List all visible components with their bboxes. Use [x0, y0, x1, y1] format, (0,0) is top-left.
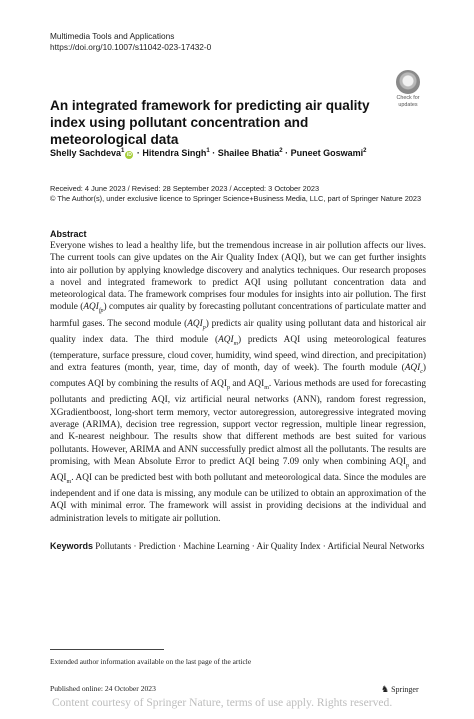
author-affiliation: 2 — [279, 148, 283, 154]
aqi-subscript: p — [226, 385, 230, 392]
author-affiliation: 2 — [363, 148, 367, 154]
check-for-updates-label-2: updates — [398, 102, 418, 108]
abstract-text: Everyone wishes to lead a healthy life, but the tremendous increase in air pollution affects our lives. The current tools can give updates on the Air Quality Index (AQI), but we can get further insights into air pollution by applying knowledge discovery and analytics techniques. Our research proposes a novel and integrated framework to predict AQI using pollutant concentration data and meteorological data. The framework comprises four modules for insights into air pollution. The first module ( — [50, 241, 426, 313]
abstract-text: . Various methods are used for forecasting pollutants and predicting AQI, viz artificial neural networks (ANN), random forest regression, XGradientboost, long-short term memory, vector autoregression, autoregressive integrated moving average (ARIMA), decision tree regression, support vector regression, multiple linear regression, and K-nearest neighbour. The results show that different methods are best suited for various pollutants. However, ARIMA and ANN successfully predict almost all the pollutants. The results are promising, with Mean Absolute Error to predict AQI being 7.09 only when combining AQI — [50, 379, 426, 467]
check-for-updates-icon — [396, 70, 420, 94]
check-for-updates-label-1: Check for — [396, 95, 420, 101]
author-list — [50, 148, 430, 159]
author-name[interactable]: Hitendra Singh — [142, 148, 207, 158]
keywords-heading: Keywords — [50, 541, 94, 551]
author-affiliation: 1 — [121, 148, 125, 154]
article-title: An integrated framework for predicting air quality index using pollutant concentration and meteorological data — [50, 98, 370, 147]
aqi-symbol: AQI — [404, 363, 421, 374]
check-for-updates-badge[interactable] — [393, 70, 423, 108]
aqi-subscript: c — [420, 368, 423, 375]
published-date: Published online: 24 October 2023 — [50, 684, 156, 693]
aqi-symbol: AQI — [83, 302, 99, 313]
abstract-text: ) computes AQI by combining the results of AQI — [50, 363, 426, 390]
copyright-notice: © The Author(s), under exclusive licence to Springer Science+Business Media, LLC, part of Springer Nature 2023 — [50, 194, 422, 203]
author-name[interactable]: Shailee Bhatia — [217, 148, 280, 158]
author-separator: · — [282, 148, 291, 158]
courtesy-watermark: Content courtesy of Springer Nature, terms of use apply. Rights reserved. — [52, 696, 393, 709]
footnote: Extended author information available on the last page of the article — [50, 657, 252, 666]
aqi-subscript: m — [66, 478, 72, 485]
aqi-symbol: AQI — [187, 318, 203, 329]
publisher-name: Springer — [391, 685, 419, 694]
abstract-text: . AQI can be predicted best with both pollutant and meteorological data. Since the modules are independent and if one data is missing, any module can be utilized to obtain an approximation of the AQI with minimal error. The framework will assist in providing decisions at the individual and administration levels to mitigate air pollution. — [50, 472, 426, 524]
springer-horse-icon: ♞ — [381, 684, 390, 694]
author-separator: · — [209, 148, 218, 158]
abstract-text: ) predicts air quality using pollutant data and historical air quality index data. The third module ( — [50, 318, 426, 345]
article-dates — [50, 184, 421, 204]
abstract-heading: Abstract — [50, 229, 87, 239]
keywords — [50, 540, 426, 552]
aqi-subscript: m — [264, 385, 269, 392]
publisher-logo[interactable] — [381, 684, 419, 695]
author-name[interactable]: Shelly Sachdeva — [50, 148, 122, 158]
aqi-subscript: p — [405, 462, 409, 469]
author-name[interactable]: Puneet Goswami — [290, 148, 364, 158]
journal-name: Multimedia Tools and Applications — [50, 31, 175, 41]
author-separator: · — [134, 148, 143, 158]
aqi-symbol: AQI — [218, 334, 234, 345]
aqi-subscript: p — [202, 324, 206, 331]
footnote-divider — [50, 649, 164, 650]
keywords-list: Pollutants · Prediction · Machine Learning · Air Quality Index · Artificial Neural Networks — [95, 541, 425, 551]
abstract-text: and AQI — [50, 456, 426, 483]
history-dates: Received: 4 June 2023 / Revised: 28 September 2023 / Accepted: 3 October 2023 — [50, 184, 320, 193]
orcid-icon[interactable]: iD — [126, 152, 132, 158]
aqi-subscript: fp — [98, 308, 104, 315]
author-affiliation: 1 — [206, 148, 210, 154]
journal-header — [50, 31, 211, 53]
abstract-body — [50, 240, 426, 525]
abstract-text: ) predicts AQI using meteorological features (temperature, surface pressure, cloud cover, humidity, wind speed, wind direction, and precipitation) and extra features (month, year, time, day of month, day of week). The fourth module ( — [50, 334, 427, 374]
abstract-text: and AQI — [229, 379, 265, 390]
aqi-subscript: m — [233, 340, 238, 347]
journal-doi-link[interactable]: https://doi.org/10.1007/s11042-023-17432-0 — [50, 42, 212, 52]
abstract-text: ) computes air quality by forecasting pollutant concentrations of particulate matter and harmful gases. The second module ( — [50, 302, 426, 329]
